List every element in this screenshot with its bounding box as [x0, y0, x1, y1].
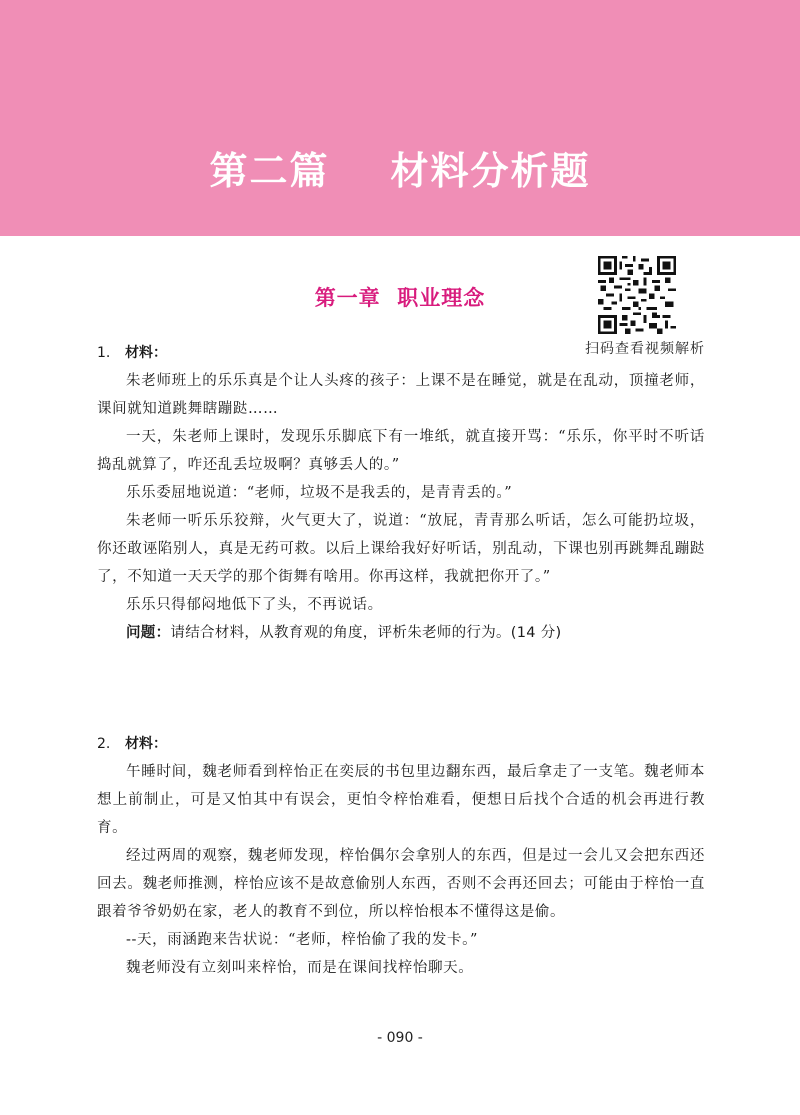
question-prompt	[97, 619, 705, 647]
material-paragraph: 乐乐只得郁闷地低下了头，不再说话。	[126, 597, 383, 613]
question-2	[97, 730, 705, 982]
material-label: 材料：	[125, 345, 167, 361]
material-paragraph: 乐乐委屈地说道：“老师，垃圾不是我丢的，是青青丢的。”	[126, 485, 513, 501]
chapter-title: 第一章 职业理念	[314, 285, 486, 310]
material-paragraph: 朱老师班上的乐乐真是个让人头疼的孩子：上课不是在睡觉，就是在乱动，顶撞老师，课间就知道跳舞瞎蹦跶……	[97, 373, 705, 417]
material-paragraph: 朱老师一听乐乐狡辩，火气更大了，说道：“放屁，青青那么听话，怎么可能扔垃圾，你还敢诬陷别人，真是无药可救。以后上课给我好好听话，别乱动，下课也别再跳舞乱蹦跶了，不知道一天天学的那个街舞有啥用。你再这样，我就把你开了。”	[97, 513, 705, 585]
material-paragraph: 午睡时间，魏老师看到梓怡正在奕辰的书包里边翻东西，最后拿走了一支笔。魏老师本想上前制止，可是又怕其中有误会，更怕令梓怡难看，便想日后找个合适的机会再进行教育。	[97, 764, 705, 836]
page-number: - 090 -	[377, 1030, 423, 1046]
question-header	[97, 730, 705, 758]
chapter-banner	[0, 0, 800, 236]
question-1	[97, 339, 705, 647]
prompt-text: 请结合材料，从教育观的角度，评析朱老师的行为。(14 分)	[170, 625, 562, 641]
question-number: 1.	[97, 345, 111, 361]
prompt-label: 问题：	[126, 625, 171, 641]
material-paragraph: 经过两周的观察，魏老师发现，梓怡偶尔会拿别人的东西，但是过一会儿又会把东西还回去。魏老师推测，梓怡应该不是故意偷别人东西，否则不会再还回去；可能由于梓怡一直跟着爷爷奶奶在家，老人的教育不到位，所以梓怡根本不懂得这是偷。	[97, 848, 705, 920]
qr-caption: 扫码查看视频解析	[585, 341, 705, 357]
material-label: 材料：	[125, 736, 167, 752]
material-paragraph: 一天，朱老师上课时，发现乐乐脚底下有一堆纸，就直接开骂：“乐乐，你平时不听话捣乱就算了，咋还乱丢垃圾啊？真够丢人的。”	[97, 429, 705, 473]
part-title: 第二篇 材料分析题	[209, 149, 591, 193]
question-header	[97, 339, 705, 367]
material-paragraph: --天，雨涵跑来告状说：“老师，梓怡偷了我的发卡。”	[126, 932, 478, 948]
material-paragraph: 魏老师没有立刻叫来梓怡，而是在课间找梓怡聊天。	[126, 960, 474, 976]
question-number: 2.	[97, 736, 111, 752]
qr-code-icon[interactable]	[598, 256, 676, 334]
